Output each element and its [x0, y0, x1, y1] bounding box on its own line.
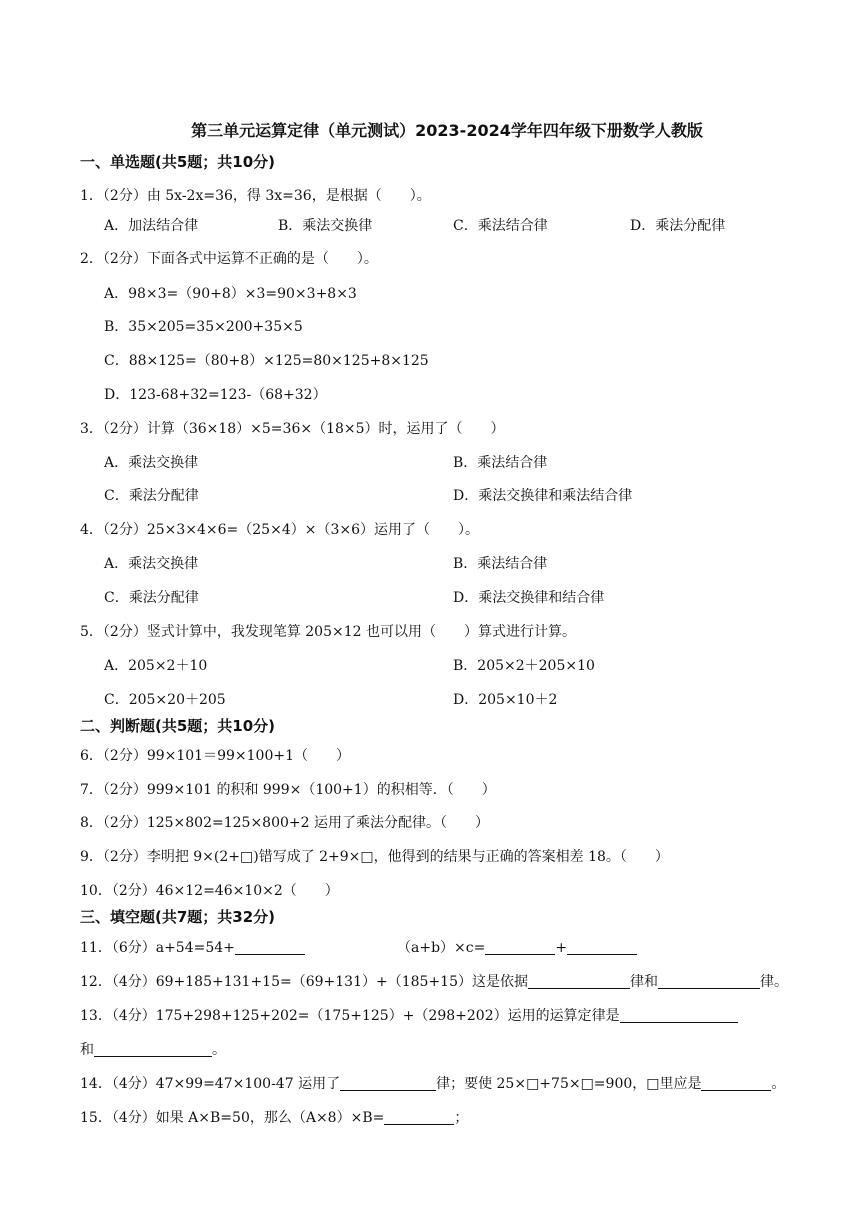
question-13 — [80, 1005, 738, 1025]
question-1-option-b: B．乘法交换律 — [278, 218, 373, 234]
question-4-option-a: A．乘法交换律 — [104, 556, 199, 572]
question-3-option-b: B．乘法结合律 — [453, 455, 548, 471]
question-5-option-d: D．205×10＋2 — [453, 692, 558, 708]
answer-blank[interactable] — [567, 940, 637, 955]
question-1-option-d: D．乘法分配律 — [630, 218, 726, 234]
question-13-part-1: 13．（4分）175+298+125+202=（175+125）+（298+202）运用的运算定律是 — [80, 1008, 620, 1024]
question-12 — [80, 971, 788, 991]
question-1-stem: 1．（2分）由 5x-2x=36，得 3x=36，是根据（ ）。 — [80, 188, 431, 204]
question-15 — [80, 1107, 468, 1127]
question-14-part-1: 14．（4分）47×99=47×100-47 运用了 — [80, 1076, 341, 1092]
question-2-option-d: D．123-68+32=123-（68+32） — [104, 387, 327, 403]
question-2-option-a: A．98×3=（90+8）×3=90×3+8×3 — [104, 286, 357, 302]
answer-blank[interactable] — [384, 1110, 454, 1125]
answer-blank[interactable] — [528, 974, 630, 989]
question-6: 6．（2分）99×101＝99×100+1（ ） — [80, 748, 350, 764]
question-4-stem: 4．（2分）25×3×4×6=（25×4）×（3×6）运用了（ ）。 — [80, 522, 479, 538]
question-11-part-2: （a+b）×c= — [397, 940, 486, 956]
question-15-part-1: 15．（4分）如果 A×B=50，那么（A×8）×B= — [80, 1110, 385, 1126]
answer-blank[interactable] — [235, 940, 305, 955]
question-2-stem: 2．（2分）下面各式中运算不正确的是（ ）。 — [80, 251, 378, 267]
question-9: 9．（2分）李明把 9×(2+□)错写成了 2+9×□，他得到的结果与正确的答案相差 18。（ ） — [80, 849, 669, 865]
question-1-option-c: C．乘法结合律 — [453, 218, 548, 234]
question-12-part-3: 律。 — [759, 974, 788, 990]
question-5-option-b: B．205×2＋205×10 — [453, 658, 595, 674]
question-11-part-1: 11．（6分）a+54=54+ — [80, 940, 235, 956]
question-2-option-c: C．88×125=（80+8）×125=80×125+8×125 — [104, 353, 429, 369]
question-11 — [80, 937, 305, 957]
question-3-option-c: C．乘法分配律 — [104, 488, 199, 504]
answer-blank[interactable] — [658, 974, 760, 989]
question-3-option-d: D．乘法交换律和乘法结合律 — [453, 488, 633, 504]
question-13-part-3: 。 — [212, 1042, 226, 1058]
question-8: 8．（2分）125×802=125×800+2 运用了乘法分配律。（ ） — [80, 815, 489, 831]
question-12-part-2: 律和 — [629, 974, 658, 990]
question-12-part-1: 12．（4分）69+185+131+15=（69+131）+（185+15）这是依据 — [80, 974, 528, 990]
question-4-option-c: C．乘法分配律 — [104, 590, 199, 606]
question-5-stem: 5．（2分）竖式计算中，我发现笔算 205×12 也可以用（ ）算式进行计算。 — [80, 624, 576, 640]
question-14-part-3: 。 — [771, 1076, 786, 1092]
question-15-part-2: ； — [454, 1110, 469, 1126]
question-1-option-a: A．加法结合律 — [104, 218, 199, 234]
section-heading-single-choice: 一、单选题(共5题；共10分) — [80, 153, 276, 171]
answer-blank[interactable] — [94, 1042, 212, 1057]
section-heading-true-false: 二、判断题(共5题；共10分) — [80, 717, 276, 735]
question-13-continued — [80, 1039, 226, 1059]
question-5-option-a: A．205×2＋10 — [104, 658, 208, 674]
page-title: 第三单元运算定律（单元测试）2023-2024学年四年级下册数学人教版 — [191, 121, 703, 140]
question-11-second — [397, 937, 637, 957]
question-7: 7．（2分）999×101 的积和 999×（100+1）的积相等．（ ） — [80, 782, 496, 798]
question-13-part-2: 和 — [80, 1042, 94, 1058]
section-heading-fill-in: 三、填空题(共7题；共32分) — [80, 908, 276, 926]
answer-blank[interactable] — [485, 940, 555, 955]
answer-blank[interactable] — [340, 1076, 436, 1091]
answer-blank[interactable] — [620, 1008, 738, 1023]
question-11-part-3: + — [555, 940, 568, 956]
question-3-option-a: A．乘法交换律 — [104, 455, 199, 471]
question-4-option-b: B．乘法结合律 — [453, 556, 548, 572]
question-14 — [80, 1073, 785, 1093]
question-2-option-b: B．35×205=35×200+35×5 — [104, 319, 303, 335]
question-14-part-2: 律；要使 25×□+75×□=900，□里应是 — [436, 1076, 702, 1092]
question-5-option-c: C．205×20＋205 — [104, 692, 226, 708]
question-4-option-d: D．乘法交换律和结合律 — [453, 590, 605, 606]
question-3-stem: 3．（2分）计算（36×18）×5=36×（18×5）时，运用了（ ） — [80, 421, 505, 437]
question-10: 10．（2分）46×12=46×10×2（ ） — [80, 883, 339, 899]
answer-blank[interactable] — [701, 1076, 771, 1091]
